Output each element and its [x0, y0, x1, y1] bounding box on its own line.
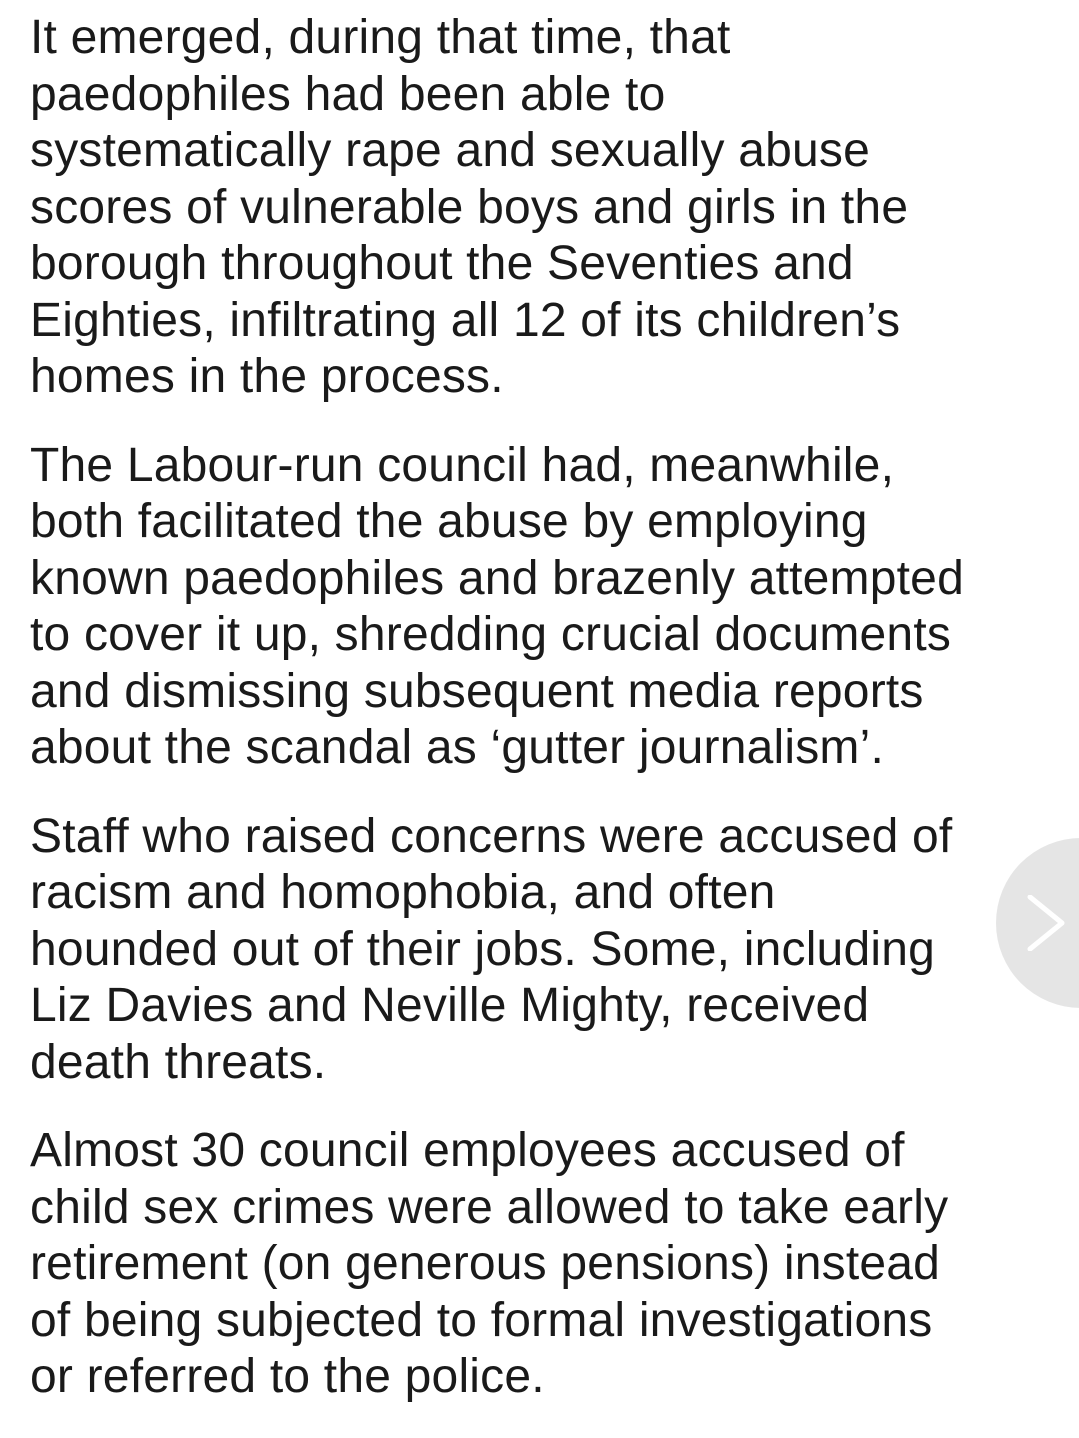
- chevron-right-icon: [1026, 895, 1066, 951]
- article-body: [30, 10, 1060, 1438]
- article-paragraph-1: It emerged, during that time, that paedophiles had been able to systematically rape and sexually abuse scores of vulnerable boys and girls in the borough throughout the Seventies and Eighties, infiltrating all 12 of its children’s homes in the process.: [30, 11, 909, 403]
- article-paragraph-4: Almost 30 council employees accused of child sex crimes were allowed to take early retirement (on generous pensions) instead of being subjected to formal investigations or referred to the police.: [30, 1124, 949, 1403]
- article-paragraph-3: Staff who raised concerns were accused of racism and homophobia, and often hounded out of their jobs. Some, including Liz Davies and Neville Mighty, received death threats.: [30, 809, 953, 1089]
- article-paragraph-2: The Labour-run council had, meanwhile, both facilitated the abuse by employing known paedophiles and brazenly attempted to cover it up, shredding crucial documents and dismissing subsequent media reports about the scandal as ‘gutter journalism’.: [30, 438, 964, 774]
